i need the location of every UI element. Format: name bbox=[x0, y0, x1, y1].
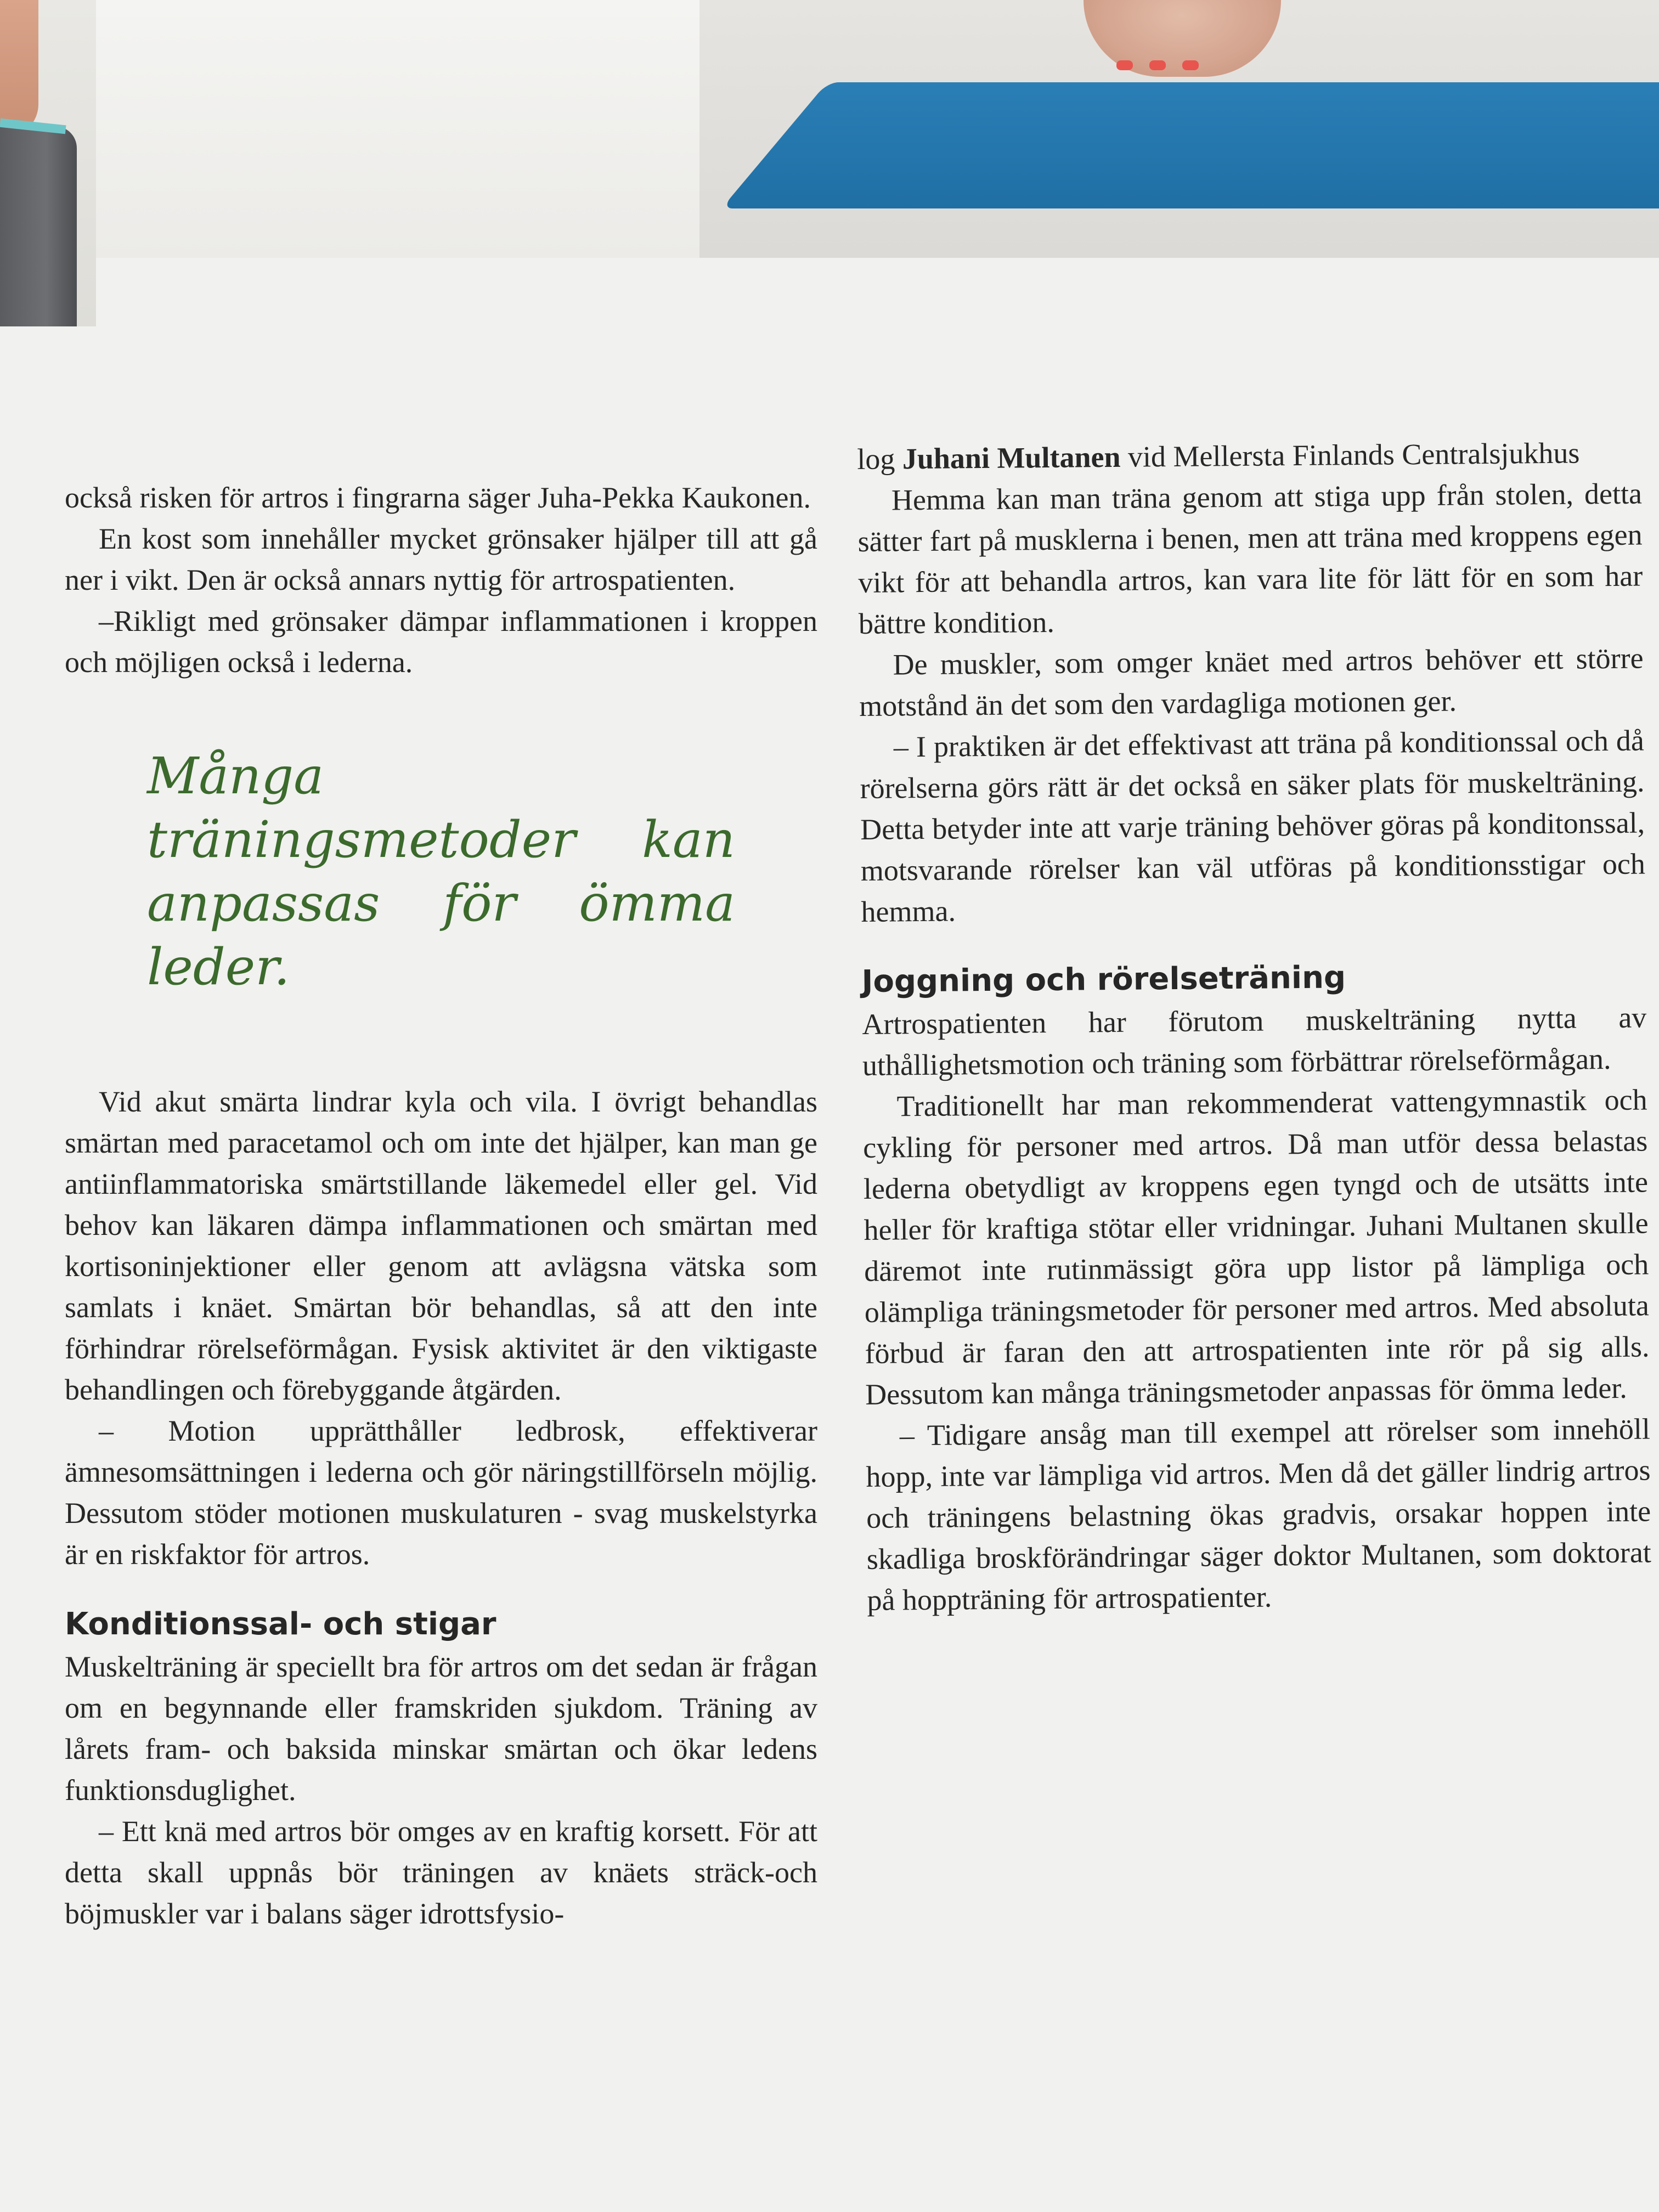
nail bbox=[1116, 60, 1133, 70]
paragraph: –Rikligt med grönsaker dämpar inflammationen i kroppen och möjligen också i lederna. bbox=[65, 605, 817, 679]
nail bbox=[1149, 60, 1166, 70]
text: vid Mellersta Finlands Centralsjukhus bbox=[1120, 436, 1580, 473]
photo-sleeve bbox=[0, 126, 77, 326]
paragraph: – I praktiken är det effektivast att träna på konditionssal och då rörelserna görs rätt är det också en säker plats för muskelträning. Detta betyder inte att varje träning behöver göras på konditonssal, motsvarande rörelser kan väl utföras på konditionsstigar och hemma. bbox=[860, 724, 1646, 928]
paragraph: också risken för artros i fingrarna säger Juha-Pekka Kaukonen. bbox=[65, 481, 811, 514]
paragraph: – Ett knä med artros bör omges av en kraftig korsett. För att detta skall uppnås bör träningen av knäets sträck-och böjmuskler var i balans säger idrottsfysio- bbox=[65, 1815, 817, 1930]
person-name: Juhani Multanen bbox=[902, 440, 1121, 476]
pull-quote: Många träningsmetoder kan anpassas för ömma leder. bbox=[147, 747, 735, 996]
paragraph: – Motion upprätthåller ledbrosk, effektiverar ämnesomsättningen i lederna och gör näringstillförseln möjlig. Dessutom stöder motionen muskulaturen - svag muskelstyrka är en riskfaktor för artros. bbox=[65, 1414, 817, 1571]
paragraph: Hemma kan man träna genom att stiga upp från stolen, detta sätter fart på musklerna i benen, men att träna med kroppens egen vikt för att behandla artros, kan vara lite för lätt för en som har bättre kondition. bbox=[857, 477, 1643, 640]
paragraph: De muskler, som omger knäet med artros behöver ett större motstånd än det som den vardagliga motionen ger. bbox=[859, 641, 1644, 723]
paragraph bbox=[857, 432, 1642, 480]
left-column bbox=[65, 477, 817, 1934]
section-heading: Joggning och rörelseträning bbox=[861, 960, 1346, 1000]
yoga-mat bbox=[721, 82, 1659, 208]
paragraph: Artrospatienten har förutom muskelträning nytta av uthållighetsmotion och träning som förbättrar rörelseförmågan. bbox=[862, 1001, 1647, 1082]
photo-hand bbox=[0, 0, 38, 137]
section-heading: Konditionssal- och stigar bbox=[65, 1606, 496, 1642]
paragraph: En kost som innehåller mycket grönsaker hjälper till att gå ner i vikt. Den är också annars nyttig för artrospatienten. bbox=[65, 522, 817, 596]
photo-background bbox=[96, 0, 699, 258]
paragraph: Muskelträning är speciellt bra för artros om det sedan är frågan om en begynnande eller framskriden sjukdom. Träning av lårets fram- och baksida minskar smärtan och ökar ledens funktionsduglighet. bbox=[65, 1650, 817, 1807]
paragraph: Vid akut smärta lindrar kyla och vila. I övrigt behandlas smärtan med paracetamol och om inte det hjälper, kan man ge antiinflammatoriska smärtstillande läkemedel eller gel. Vid behov kan läkaren dämpa inflammationen och smärtan med kortisoninjektioner eller genom att avlägsna vätska som samlats i knäet. Smärtan bör behandlas, så att den inte förhindrar rörelseförmågan. Fysisk aktivitet är den viktigaste behandlingen och förebyggande åtgärden. bbox=[65, 1085, 817, 1406]
nail bbox=[1182, 60, 1199, 70]
photo-arm bbox=[0, 0, 96, 326]
paragraph: – Tidigare ansåg man till exempel att rörelser som innehöll hopp, inte var lämpliga vid artros. Men då det gäller lindrig artros och träningens belastning ökas gradvis, orsakar hoppen inte skadliga broskförändringar säger doktor Multanen, som doktorat på hoppträning för artrospatienter. bbox=[866, 1412, 1652, 1617]
paragraph: Traditionellt har man rekommenderat vattengymnastik och cykling för personer med artros. Då man utför dessa belastas lederna obetydligt av kroppens egen tyngd och de utsätts inte heller för kraftiga stötar eller vridningar. Juhani Multanen skulle däremot inte rutinmässigt göra upp listor på lämpliga och olämpliga träningsmetoder för personer med artros. Med absoluta förbud är faran den att artrospatienten inte rör på sig alls. Dessutom kan många träningsmetoder anpassas för ömma leder. bbox=[863, 1083, 1650, 1411]
photo-yoga-mat bbox=[699, 0, 1659, 258]
text: log bbox=[857, 442, 903, 476]
right-column bbox=[857, 432, 1652, 1621]
